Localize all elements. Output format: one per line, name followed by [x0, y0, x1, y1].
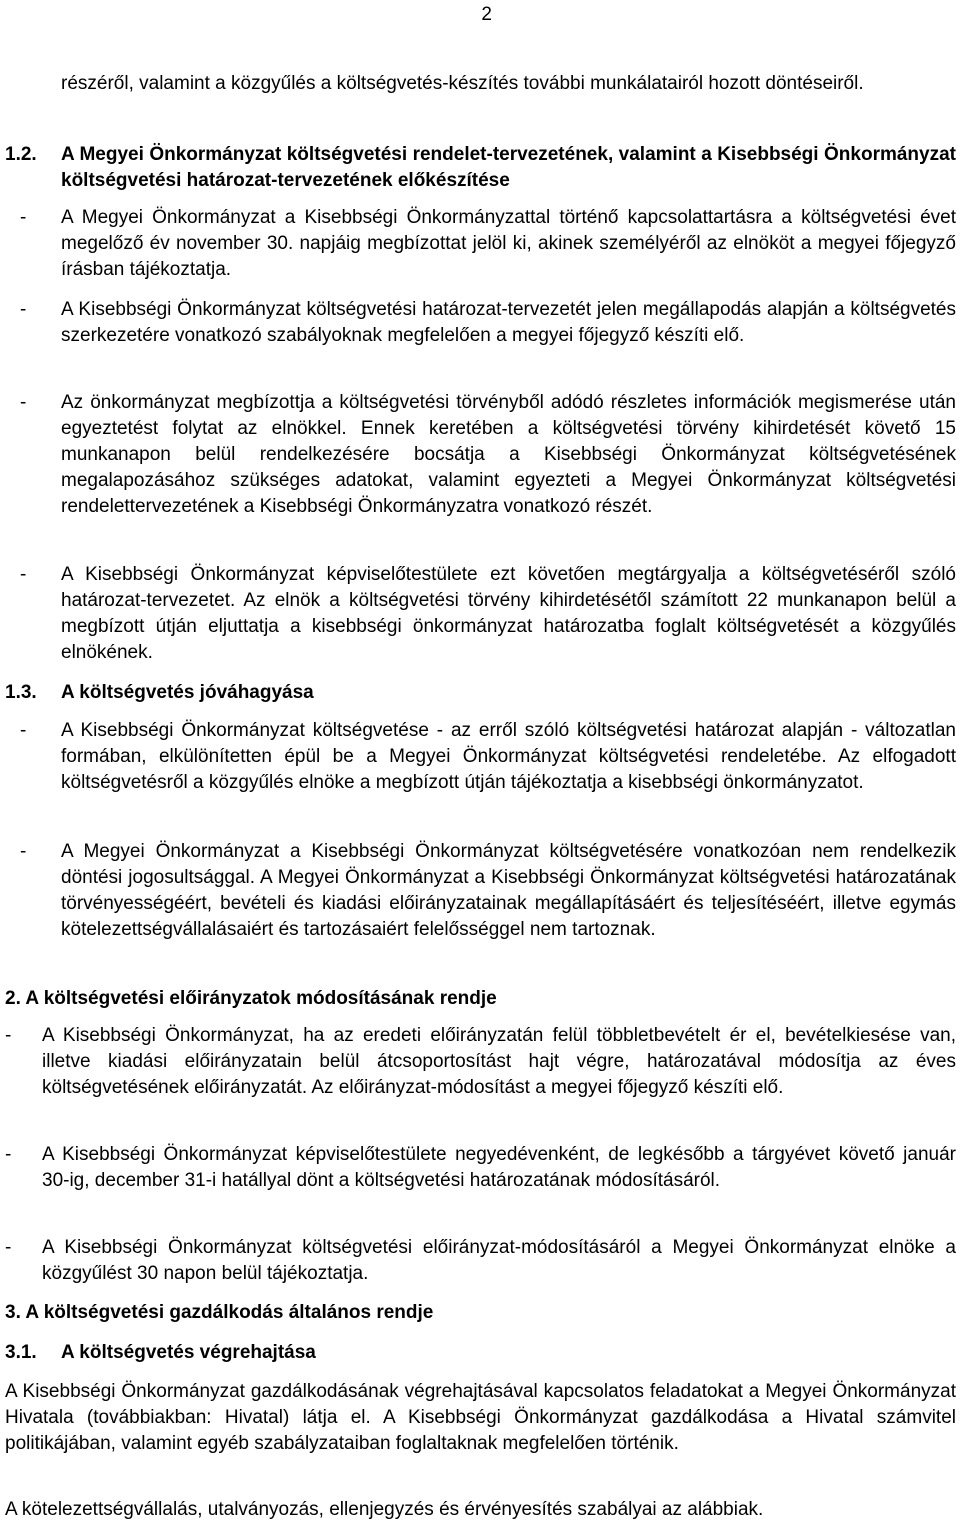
section-1-2-item-text: Az önkormányzat megbízottja a költségvetési törvényből adódó részletes információk megismerése után egyeztetést folytat az elnökkel. Ennek keretében a költségvetési törvény kihirdetését követő 15 munkanapon belül rendelkezésére bocsátja a Kisebbségi Önkormányzat költségvetésének megalapozásához szükséges adatokat, valamint egyezteti a Megyei Önkormányzat költségvetési rendelettervezetének a Kisebbségi Önkormányzatra vonatkozó részét. [61, 392, 956, 517]
section-2-title: 2. A költségvetési előirányzatok módosításának rendje [5, 988, 497, 1009]
section-2-item-text: A Kisebbségi Önkormányzat költségvetési előirányzat-módosításáról a Megyei Önkormányzat elnöke a közgyűlést 30 napon belül tájékoztatja. [42, 1237, 956, 1284]
section-1-2-item-text: A Kisebbségi Önkormányzat költségvetési határozat-tervezetét jelen megállapodás alapján a költségvetés szerkezetére vonatkozó szabályoknak megfelelően a megyei főjegyző készíti elő. [61, 299, 956, 346]
section-3-title: 3. A költségvetési gazdálkodás általános rendje [5, 1302, 434, 1323]
section-3-1-title: A költségvetés végrehajtása [61, 1342, 316, 1363]
section-2-item: - A Kisebbségi Önkormányzat költségvetési előirányzat-módosításáról a Megyei Önkormányzat elnöke a közgyűlést 30 napon belül tájékoztatja. [5, 1235, 956, 1287]
intro-paragraph: részéről, valamint a közgyűlés a költségvetés-készítés további munkálatairól hozott döntéseiről. [61, 73, 864, 94]
section-1-3-item-text: A Kisebbségi Önkormányzat költségvetése - az erről szóló költségvetési határozat alapján - változatlan formában, elkülönítetten épül be a Megyei Önkormányzat költségvetési rendeletébe. Az elfogadott költségvetésről a közgyűlés elnöke a megbízott útján tájékoztatja a kisebbségi önkormányzatot. [61, 720, 956, 793]
section-1-2-item-text: A Megyei Önkormányzat a Kisebbségi Önkormányzattal történő kapcsolattartásra a költségvetési évet megelőző év november 30. napjáig megbízottat jelöl ki, akinek személyéről az elnököt a megyei főjegyző írásban tájékoztatja. [61, 207, 956, 280]
section-1-2-number: 1.2. [5, 144, 37, 165]
section-1-2-item: - Az önkormányzat megbízottja a költségvetési törvényből adódó részletes információk megismerése után egyeztetést folytat az elnökkel. Ennek keretében a költségvetési törvény kihirdetését követő 15 munkanapon belül rendelkezésére bocsátja a Kisebbségi Önkormányzat költségvetésének megalapozásához szükséges adatokat, valamint egyezteti a Megyei Önkormányzat költségvetési rendelettervezetének a Kisebbségi Önkormányzatra vonatkozó részét. [20, 390, 956, 520]
section-2-item: - A Kisebbségi Önkormányzat képviselőtestülete negyedévenként, de legkésőbb a tárgyévet követő január 30-ig, december 31-i hatállyal dönt a költségvetési határozatának módosításáról. [5, 1142, 956, 1194]
section-1-2-item: - A Megyei Önkormányzat a Kisebbségi Önkormányzattal történő kapcsolattartásra a költségvetési évet megelőző év november 30. napjáig megbízottat jelöl ki, akinek személyéről az elnököt a megyei főjegyző írásban tájékoztatja. [20, 205, 956, 283]
section-3-1-paragraph: A Kisebbségi Önkormányzat gazdálkodásának végrehajtásával kapcsolatos feladatokat a Megyei Önkormányzat Hivatala (továbbiakban: Hivatal) látja el. A Kisebbségi Önkormányzat gazdálkodása a Hivatal számvitel politikájában, valamint egyéb szabályzataiban foglaltaknak megfelelően történik. [5, 1381, 956, 1454]
section-2-item: - A Kisebbségi Önkormányzat, ha az eredeti előirányzatán felül többletbevételt ér el, bevételkiesése van, illetve kiadási előirányzatain belül átcsoportosítást hajt végre, határozatával módosítja az éves költségvetésének előirányzatát. Az előirányzat-módosítást a megyei főjegyző készíti elő. [5, 1023, 956, 1101]
section-1-2-title: A Megyei Önkormányzat költségvetési rendelet-tervezetének, valamint a Kisebbségi Önkormányzat költségvetési határozat-tervezetének előkészítése [61, 144, 956, 191]
page-number: 2 [481, 4, 492, 25]
section-2-item-text: A Kisebbségi Önkormányzat, ha az eredeti előirányzatán felül többletbevételt ér el, bevételkiesése van, illetve kiadási előirányzatain belül átcsoportosítást hajt végre, határozatával módosítja az éves költségvetésének előirányzatát. Az előirányzat-módosítást a megyei főjegyző készíti elő. [42, 1025, 956, 1098]
section-1-2-item: - A Kisebbségi Önkormányzat képviselőtestülete ezt követően megtárgyalja a költségvetéséről szóló határozat-tervezetet. Az elnök a költségvetési törvény kihirdetésétől számított 22 munkanapon belül a megbízott útján eljuttatja a kisebbségi önkormányzat határozatba foglalt költségvetését a közgyűlés elnökének. [20, 562, 956, 666]
section-1-3-number: 1.3. [5, 682, 37, 703]
section-1-2-item: - A Kisebbségi Önkormányzat költségvetési határozat-tervezetét jelen megállapodás alapján a költségvetés szerkezetére vonatkozó szabályoknak megfelelően a megyei főjegyző készíti elő. [20, 297, 956, 349]
section-1-2-item-text: A Kisebbségi Önkormányzat képviselőtestülete ezt követően megtárgyalja a költségvetéséről szóló határozat-tervezetet. Az elnök a költségvetési törvény kihirdetésétől számított 22 munkanapon belül a megbízott útján eljuttatja a kisebbségi önkormányzat határozatba foglalt költségvetését a közgyűlés elnökének. [61, 564, 956, 663]
section-3-1-number: 3.1. [5, 1342, 37, 1363]
section-1-3-item: - A Megyei Önkormányzat a Kisebbségi Önkormányzat költségvetésére vonatkozóan nem rendelkezik döntési jogosultsággal. A Megyei Önkormányzat a Kisebbségi Önkormányzat költségvetési határozatának törvényességéért, bevételi és kiadási előirányzatainak megállapításáért és teljesítéséért, illetve egymás kötelezettségvállalásaiért és tartozásaiért felelősséggel nem tartoznak. [20, 839, 956, 943]
section-2-item-text: A Kisebbségi Önkormányzat képviselőtestülete negyedévenként, de legkésőbb a tárgyévet követő január 30-ig, december 31-i hatállyal dönt a költségvetési határozatának módosításáról. [42, 1144, 956, 1191]
final-paragraph: A kötelezettségvállalás, utalványozás, ellenjegyzés és érvényesítés szabályai az alábbiak. [5, 1499, 764, 1520]
section-1-3-item-text: A Megyei Önkormányzat a Kisebbségi Önkormányzat költségvetésére vonatkozóan nem rendelkezik döntési jogosultsággal. A Megyei Önkormányzat a Kisebbségi Önkormányzat költségvetési határozatának törvényességéért, bevételi és kiadási előirányzatainak megállapításáért és teljesítéséért, illetve egymás kötelezettségvállalásaiért és tartozásaiért felelősséggel nem tartoznak. [61, 841, 956, 940]
section-1-3-title: A költségvetés jóváhagyása [61, 682, 314, 703]
section-1-3-item: - A Kisebbségi Önkormányzat költségvetése - az erről szóló költségvetési határozat alapján - változatlan formában, elkülönítetten épül be a Megyei Önkormányzat költségvetési rendeletébe. Az elfogadott költségvetésről a közgyűlés elnöke a megbízott útján tájékoztatja a kisebbségi önkormányzatot. [20, 718, 956, 796]
